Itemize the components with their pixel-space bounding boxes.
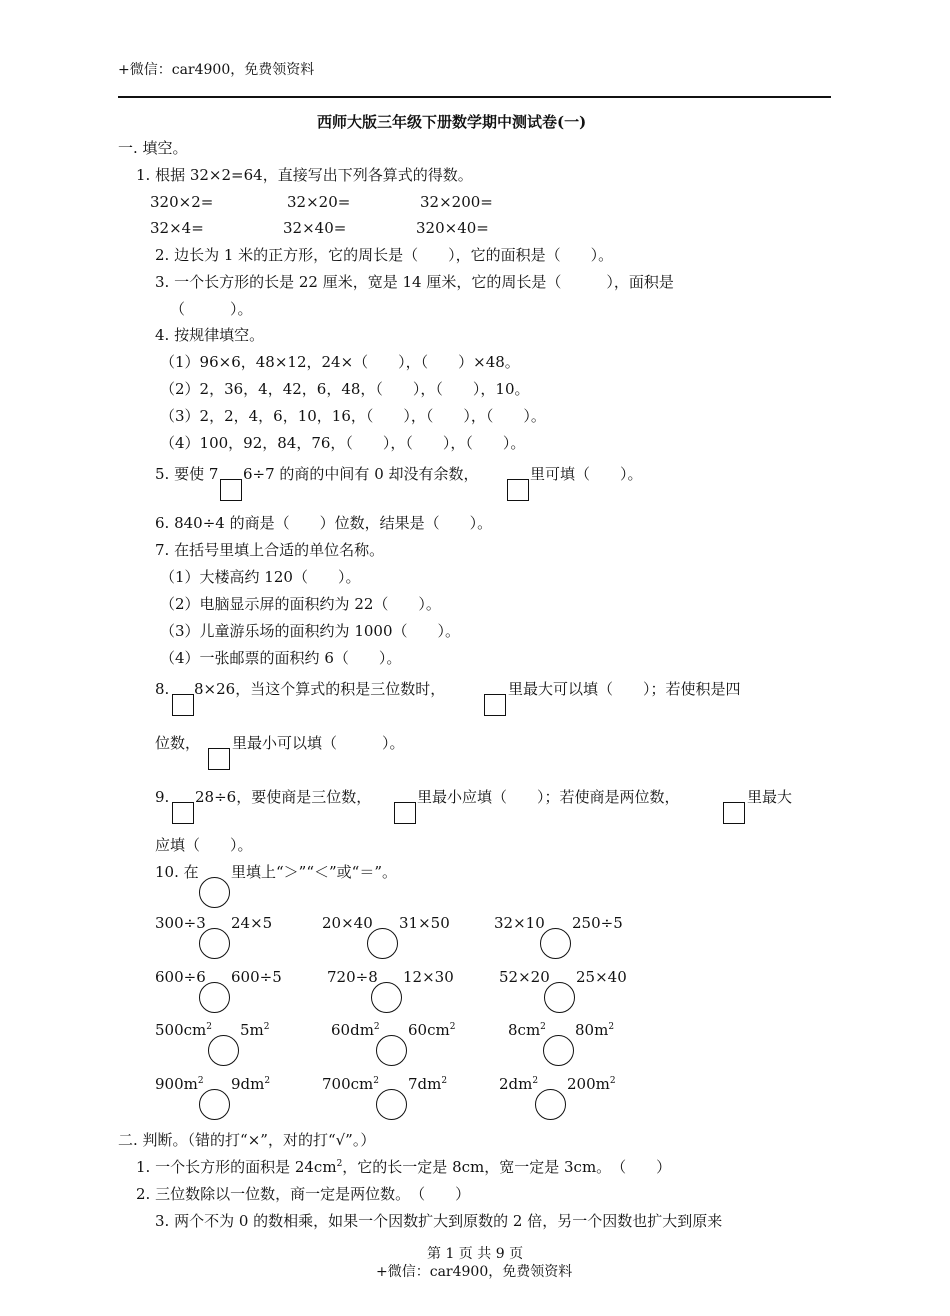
q3-text-line2: （ ）。	[170, 300, 253, 318]
q1-item: 32×40=	[283, 219, 347, 237]
q4-item: （2）2，36，4，42，6，48，（ ），（ ），10。	[160, 380, 530, 398]
q5-text-part1: 5. 要使 7	[155, 465, 219, 483]
square-exponent: 2	[336, 1159, 343, 1169]
square-exponent: 2	[609, 1076, 616, 1086]
q8-text-part1: 8.	[155, 680, 170, 698]
area-value: 60dm	[331, 1021, 374, 1039]
blank-square[interactable]	[220, 479, 242, 501]
q5-text-part2: 6÷7 的商的中间有 0 却没有余数，	[243, 465, 479, 483]
q7-item: （4）一张邮票的面积约 6（ ）。	[160, 649, 402, 667]
q9-text-part2: 28÷6，要使商是三位数，	[195, 788, 372, 806]
q1-item: 32×4=	[150, 219, 204, 237]
blank-square[interactable]	[484, 694, 506, 716]
footer-note: +微信：car4900，免费领资料	[376, 1264, 573, 1280]
blank-square[interactable]	[172, 694, 194, 716]
compare-left: 600÷6	[155, 968, 206, 986]
header-rule	[118, 96, 831, 98]
compare-left: 32×10	[494, 914, 545, 932]
square-exponent: 2	[263, 1022, 270, 1032]
q1-text: 1. 根据 32×2=64，直接写出下列各算式的得数。	[136, 166, 473, 184]
blank-square[interactable]	[394, 802, 416, 824]
compare-right: 31×50	[399, 914, 450, 932]
square-exponent: 2	[373, 1076, 379, 1086]
q8-text-part3: 里最大可以填（ ）；若使积是四	[508, 680, 741, 698]
blank-circle[interactable]	[199, 1089, 230, 1120]
judge-q1-part2: ，它的长一定是 8cm，宽一定是 3cm。 （ ）	[342, 1158, 672, 1176]
area-value: 900m	[155, 1075, 198, 1093]
q4-text: 4. 按规律填空。	[155, 326, 265, 344]
square-exponent: 2	[532, 1076, 539, 1086]
area-value: 60cm	[408, 1021, 450, 1039]
compare-right: 600÷5	[231, 968, 282, 986]
square-exponent: 2	[608, 1022, 615, 1032]
q10-text-part1: 10. 在	[155, 863, 199, 881]
q4-item: （4）100，92，84，76，（ ），（ ），（ ）。	[160, 434, 526, 452]
q9-text-part4: 里最大	[747, 788, 793, 806]
q1-item: 320×40=	[416, 219, 489, 237]
blank-circle[interactable]	[208, 1035, 239, 1066]
compare-left: 20×40	[322, 914, 373, 932]
compare-right	[240, 1021, 270, 1039]
blank-circle[interactable]	[367, 928, 398, 959]
compare-right	[231, 1075, 270, 1093]
compare-right: 250÷5	[572, 914, 623, 932]
compare-right: 12×30	[403, 968, 454, 986]
compare-right	[408, 1021, 455, 1039]
area-value: 700cm	[322, 1075, 374, 1093]
compare-left: 52×20	[499, 968, 550, 986]
area-value: 2dm	[499, 1075, 533, 1093]
judge-q1	[136, 1158, 671, 1176]
compare-left	[508, 1021, 546, 1039]
q9-text-part5: 应填（ ）。	[155, 836, 253, 854]
square-exponent: 2	[206, 1022, 212, 1032]
compare-right	[567, 1075, 616, 1093]
area-value: 200m	[567, 1075, 610, 1093]
q4-item: （1）96×6，48×12，24×（ ），（ ）×48。	[160, 353, 520, 371]
blank-circle[interactable]	[543, 1035, 574, 1066]
area-value: 5m	[240, 1021, 264, 1039]
blank-circle[interactable]	[199, 928, 230, 959]
q1-item: 32×200=	[420, 193, 493, 211]
compare-left	[155, 1021, 212, 1039]
header-note: +微信：car4900，免费领资料	[118, 62, 315, 78]
area-value: 500cm	[155, 1021, 207, 1039]
q10-text-part2: 里填上“＞”“＜”或“＝”。	[231, 863, 398, 881]
compare-right: 25×40	[576, 968, 627, 986]
blank-square[interactable]	[723, 802, 745, 824]
area-value: 9dm	[231, 1075, 265, 1093]
q8-text-part2: 8×26，当这个算式的积是三位数时，	[194, 680, 446, 698]
q8-text-part4: 位数，	[155, 734, 201, 752]
q9-text-part3: 里最小应填（ ）；若使商是两位数，	[417, 788, 680, 806]
section-1-heading: 一. 填空。	[118, 139, 188, 157]
q7-item: （2）电脑显示屏的面积约为 22（ ）。	[160, 595, 441, 613]
q4-item: （3）2，2，4，6，10，16，（ ），（ ），（ ）。	[160, 407, 546, 425]
blank-square[interactable]	[172, 802, 194, 824]
square-exponent: 2	[441, 1076, 448, 1086]
page-number: 第 1 页 共 9 页	[427, 1246, 524, 1262]
judge-q2: 2. 三位数除以一位数，商一定是两位数。 （ ）	[136, 1185, 471, 1203]
q7-item: （1）大楼高约 120（ ）。	[160, 568, 361, 586]
square-exponent: 2	[373, 1022, 380, 1032]
compare-right	[575, 1021, 614, 1039]
compare-left	[155, 1075, 204, 1093]
compare-right: 24×5	[231, 914, 273, 932]
compare-left: 720÷8	[327, 968, 378, 986]
square-exponent: 2	[197, 1076, 204, 1086]
blank-square[interactable]	[208, 748, 230, 770]
q8-text-part5: 里最小可以填（ ）。	[232, 734, 405, 752]
compare-right	[408, 1075, 447, 1093]
q1-item: 320×2=	[150, 193, 214, 211]
q5-text-part3: 里可填（ ）。	[530, 465, 643, 483]
blank-square[interactable]	[507, 479, 529, 501]
q3-text-line1: 3. 一个长方形的长是 22 厘米，宽是 14 厘米，它的周长是（ ），面积是	[155, 273, 674, 291]
q6-text: 6. 840÷4 的商是（ ）位数，结果是（ ）。	[155, 514, 493, 532]
page-title: 西师大版三年级下册数学期中测试卷(一)	[317, 113, 587, 131]
blank-circle[interactable]	[376, 1035, 407, 1066]
judge-q3: 3. 两个不为 0 的数相乘，如果一个因数扩大到原数的 2 倍，另一个因数也扩大到原来	[155, 1212, 723, 1230]
q2-text: 2. 边长为 1 米的正方形，它的周长是（ ），它的面积是（ ）。	[155, 246, 614, 264]
blank-circle[interactable]	[371, 982, 402, 1013]
blank-circle[interactable]	[199, 982, 230, 1013]
blank-circle[interactable]	[376, 1089, 407, 1120]
q9-text-part1: 9.	[155, 788, 170, 806]
section-2-heading: 二. 判断。（错的打“×”，对的打“√”。）	[118, 1131, 376, 1149]
blank-circle[interactable]	[199, 877, 230, 908]
judge-q1-part1: 1. 一个长方形的面积是 24cm	[136, 1158, 337, 1176]
compare-left	[322, 1075, 379, 1093]
square-exponent: 2	[540, 1022, 546, 1032]
square-exponent: 2	[449, 1022, 456, 1032]
area-value: 7dm	[408, 1075, 442, 1093]
area-value: 8cm	[508, 1021, 541, 1039]
q1-item: 32×20=	[287, 193, 351, 211]
blank-circle[interactable]	[535, 1089, 566, 1120]
q7-item: （3）儿童游乐场的面积约为 1000（ ）。	[160, 622, 460, 640]
square-exponent: 2	[264, 1076, 271, 1086]
blank-circle[interactable]	[540, 928, 571, 959]
compare-left: 300÷3	[155, 914, 206, 932]
q7-text: 7. 在括号里填上合适的单位名称。	[155, 541, 385, 559]
area-value: 80m	[575, 1021, 609, 1039]
compare-left	[331, 1021, 380, 1039]
blank-circle[interactable]	[544, 982, 575, 1013]
compare-left	[499, 1075, 538, 1093]
